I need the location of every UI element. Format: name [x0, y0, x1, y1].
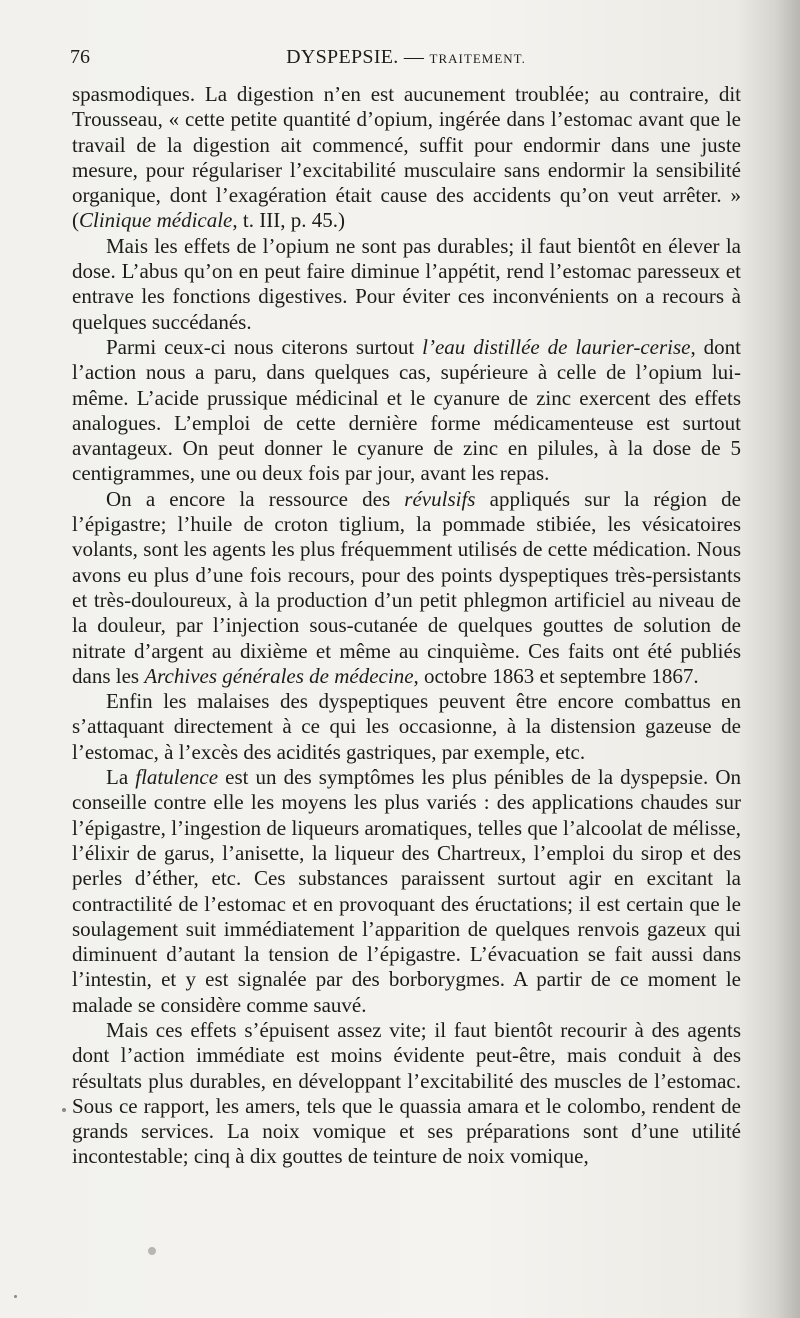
paragraph-text: , dont l’action nous a paru, dans quelques cas, supérieure à celle de l’opium lui-même. L’acide prussique médicinal et le cyanure de zinc exercent des effets analogues. L’emploi de cette dernière forme médicamenteuse est surtout avantageux. On peut donner le cyanure de zinc en pilules, à la dose de 5 centigrammes, une ou deux fois par jour, avant les repas. — [72, 334, 741, 486]
italic-citation-text: l’eau distillée de laurier-cerise — [422, 334, 691, 359]
running-head — [70, 46, 742, 69]
paragraph-text: spasmodiques. La digestion n’en est aucunement troublée; au contraire, dit Trousseau, « cette petite quantité d’opium, ingérée dans l’estomac avant que le travail de la digestion ait commencé, suffit pour endormir dans une juste mesure, pour régulariser l’excitabilité musculaire sans endormir la sensibilité organique, dont l’exagération était cause des accidents qu’on veut arrêter. » ( — [72, 82, 741, 233]
page-header — [70, 44, 742, 74]
paragraph-p3 — [72, 335, 741, 487]
paragraph-p7 — [72, 1018, 741, 1170]
paper-speck — [148, 1247, 156, 1255]
running-head-separator: — — [403, 46, 425, 68]
paragraph-text: , octobre 1863 et septembre 1867. — [413, 663, 699, 688]
italic-citation-text: Clinique médicale — [79, 208, 233, 233]
paragraph-text: , t. III, p. 45.) — [232, 208, 345, 233]
paragraph-text: Mais les effets de l’opium ne sont pas durables; il faut bientôt en élever la dose. L’abus qu’on en peut faire diminue l’appétit, rend l’estomac paresseux et entrave les fonctions digestives. Pour éviter ces inconvénients on a recours à quelques succédanés. — [72, 233, 741, 334]
running-head-title: DYSPEPSIE. — [286, 46, 399, 68]
paragraph-text: Enfin les malaises des dyspeptiques peuvent être encore combattus en s’attaquant directement à ce qui les occasionne, à la distension gazeuse de l’estomac, à l’excès des acidités gastriques, par exemple, etc. — [72, 689, 741, 764]
paragraph-text: est un des symptômes les plus pénibles de la dyspepsie. On conseille contre elle les moyens les plus variés : des applications chaudes sur l’épigastre, l’ingestion de liqueurs aromatiques, telles que l’alcoolat de mélisse, l’élixir de garus, l’anisette, la liqueur des Chartreux, l’emploi du sirop et des perles d’éther, etc. Ces substances paraissent surtout agir en excitant la contractilité de l’estomac et en provoquant des éructations; il est certain que le soulagement suit immédiatement l’apparition de quelques renvois gazeux qui diminuent d’autant la tension de l’épigastre. L’évacuation se fait aussi dans l’intestin, et y est signalée par des borborygmes. A partir de ce moment le malade se considère comme sauvé. — [72, 765, 741, 1017]
paragraph-p6 — [72, 765, 741, 1018]
italic-citation-text: flatulence — [135, 765, 219, 790]
paragraph-text: Mais ces effets s’épuisent assez vite; il faut bientôt recourir à des agents dont l’action immédiate est moins évidente peut-être, mais conduit à des résultats plus durables, en développant l’excitabilité des muscles de l’estomac. Sous ce rapport, les amers, tels que le quassia amara et le colombo, rendent de grands services. La noix vomique et ses préparations sont d’une utilité incontestable; cinq à dix gouttes de teinture de noix vomique, — [72, 1017, 741, 1169]
paragraph-p4 — [72, 487, 741, 689]
running-head-section: TRAITEMENT. — [429, 51, 526, 66]
italic-citation-text: révulsifs — [404, 486, 476, 511]
paragraph-text: appliqués sur la région de l’épigastre; l’huile de croton tiglium, la pommade stibiée, les vésicatoires volants, sont les agents les plus fréquemment utilisés de cette médication. Nous avons eu plus d’une fois recours, pour des points dyspeptiques très-persistants et très-douloureux, à la production d’un petit phlegmon artificiel au niveau de la douleur, par l’injection sous-cutanée de quelques gouttes de solution de nitrate d’argent au dixième et même au cinquième. Ces faits ont été publiés dans les — [72, 486, 741, 688]
paragraph-text: Parmi ceux-ci nous citerons surtout — [106, 334, 423, 359]
paragraph-p1 — [72, 82, 741, 234]
paper-speck — [14, 1295, 17, 1298]
paragraph-text: On a encore la ressource des — [106, 486, 405, 511]
paragraph-p5 — [72, 689, 741, 765]
italic-citation-text: Archives générales de médecine — [144, 663, 414, 688]
paper-speck — [62, 1108, 66, 1112]
paragraph-p2 — [72, 234, 741, 335]
page-number: 76 — [70, 46, 90, 68]
body-text — [72, 82, 741, 1170]
paragraph-text: La — [106, 765, 136, 790]
